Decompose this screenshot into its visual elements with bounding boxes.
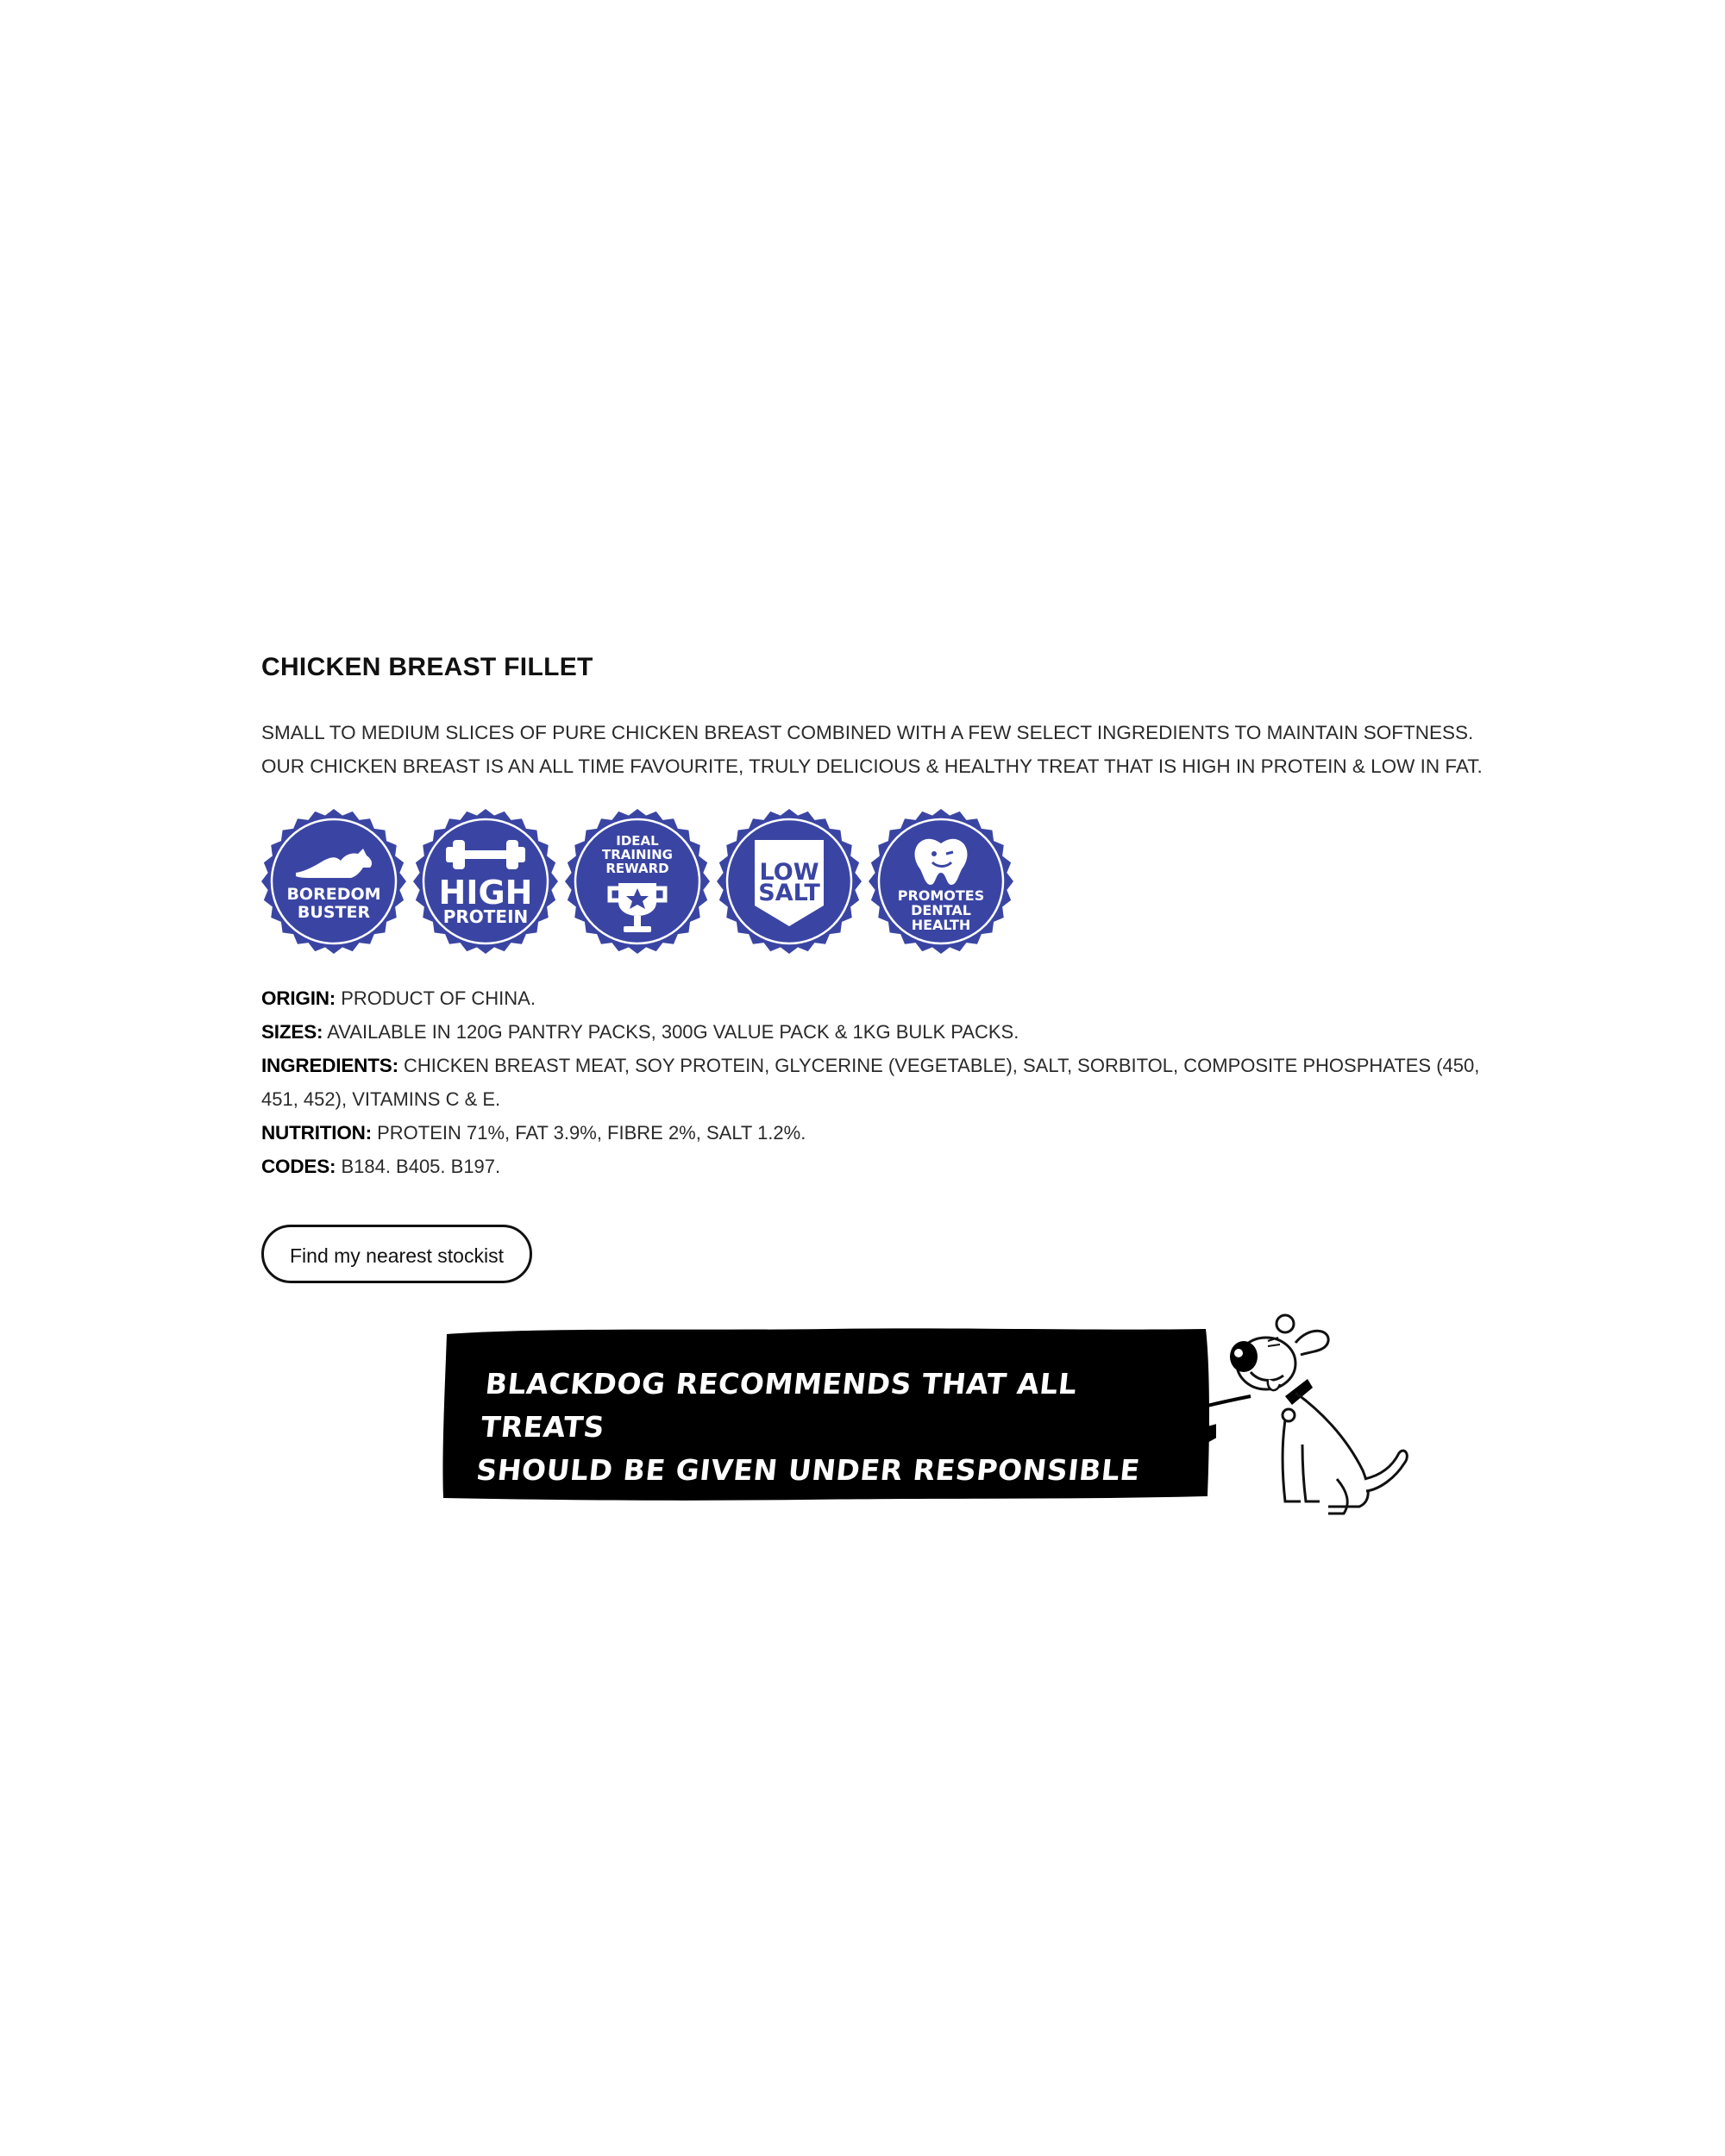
svg-text:SALT: SALT [758, 880, 820, 906]
svg-text:DENTAL: DENTAL [911, 902, 971, 918]
ideal-training-reward-badge [565, 809, 710, 954]
spec-value: CHICKEN BREAST MEAT, SOY PROTEIN, GLYCERINE (VEGETABLE), SALT, SORBITOL, COMPOSITE PHOSPHATES (450, [403, 1055, 1480, 1076]
dumbbell-icon [413, 809, 558, 954]
spec-label: SIZES: [261, 1021, 323, 1043]
spec-label: ORIGIN: [261, 987, 336, 1009]
spec-ingredients-continued [261, 1082, 1486, 1116]
product-description: SMALL TO MEDIUM SLICES OF PURE CHICKEN BREAST COMBINED WITH A FEW SELECT INGREDIENTS TO MAINTAIN SOFTNESS. OUR CHICKEN BREAST IS AN ALL TIME FAVOURITE, TRULY DELICIOUS & HEALTHY TREAT THAT IS HIGH IN PROTEIN & LOW IN FAT. [261, 722, 1483, 777]
svg-text:PROMOTES: PROMOTES [897, 887, 985, 904]
svg-text:IDEAL: IDEAL [616, 833, 659, 849]
tooth-icon [869, 809, 1013, 954]
cartoon-dog-icon [1199, 1307, 1484, 1531]
spec-sizes [261, 1015, 1486, 1049]
spec-label: INGREDIENTS: [261, 1055, 398, 1076]
svg-text:HIGH: HIGH [438, 874, 533, 912]
banner-text [469, 1363, 1212, 1535]
feature-badges [261, 809, 1486, 957]
product-title: CHICKEN BREAST FILLET [261, 653, 593, 681]
promotes-dental-health-badge [869, 809, 1013, 954]
dog-icon [261, 809, 406, 954]
spec-value: B184. B405. B197. [341, 1156, 501, 1177]
svg-text:HEALTH: HEALTH [911, 917, 971, 933]
spec-codes [261, 1150, 1486, 1183]
spec-value: 451, 452), VITAMINS C & E. [261, 1088, 501, 1110]
supervision-banner [440, 1307, 1484, 1531]
svg-text:LOW: LOW [759, 859, 819, 886]
banner-line: BLACKDOG RECOMMENDS THAT ALL TREATS [479, 1367, 1079, 1444]
spec-value: PRODUCT OF CHINA. [341, 987, 536, 1009]
svg-text:PROTEIN: PROTEIN [442, 906, 529, 927]
spec-ingredients [261, 1049, 1486, 1082]
product-details [261, 649, 1486, 1283]
product-specs [261, 981, 1486, 1183]
svg-text:TRAINING: TRAINING [602, 847, 673, 862]
spec-label: NUTRITION: [261, 1122, 372, 1144]
low-salt-badge [717, 809, 862, 954]
spec-value: PROTEIN 71%, FAT 3.9%, FIBRE 2%, SALT 1.2%. [377, 1122, 806, 1144]
high-protein-badge [413, 809, 558, 954]
svg-text:REWARD: REWARD [605, 861, 669, 876]
shield-icon [717, 809, 862, 954]
spec-origin [261, 981, 1486, 1015]
find-stockist-button[interactable]: Find my nearest stockist [261, 1225, 532, 1283]
spec-nutrition [261, 1116, 1486, 1150]
banner-line: SHOULD BE GIVEN UNDER RESPONSIBLE SUPERVISION. [470, 1453, 1142, 1530]
svg-text:BOREDOM: BOREDOM [286, 885, 381, 904]
spec-label: CODES: [261, 1156, 336, 1177]
spec-value: AVAILABLE IN 120G PANTRY PACKS, 300G VALUE PACK & 1KG BULK PACKS. [327, 1021, 1019, 1043]
trophy-icon [565, 809, 710, 954]
svg-text:BUSTER: BUSTER [297, 903, 371, 922]
boredom-buster-badge [261, 809, 406, 954]
